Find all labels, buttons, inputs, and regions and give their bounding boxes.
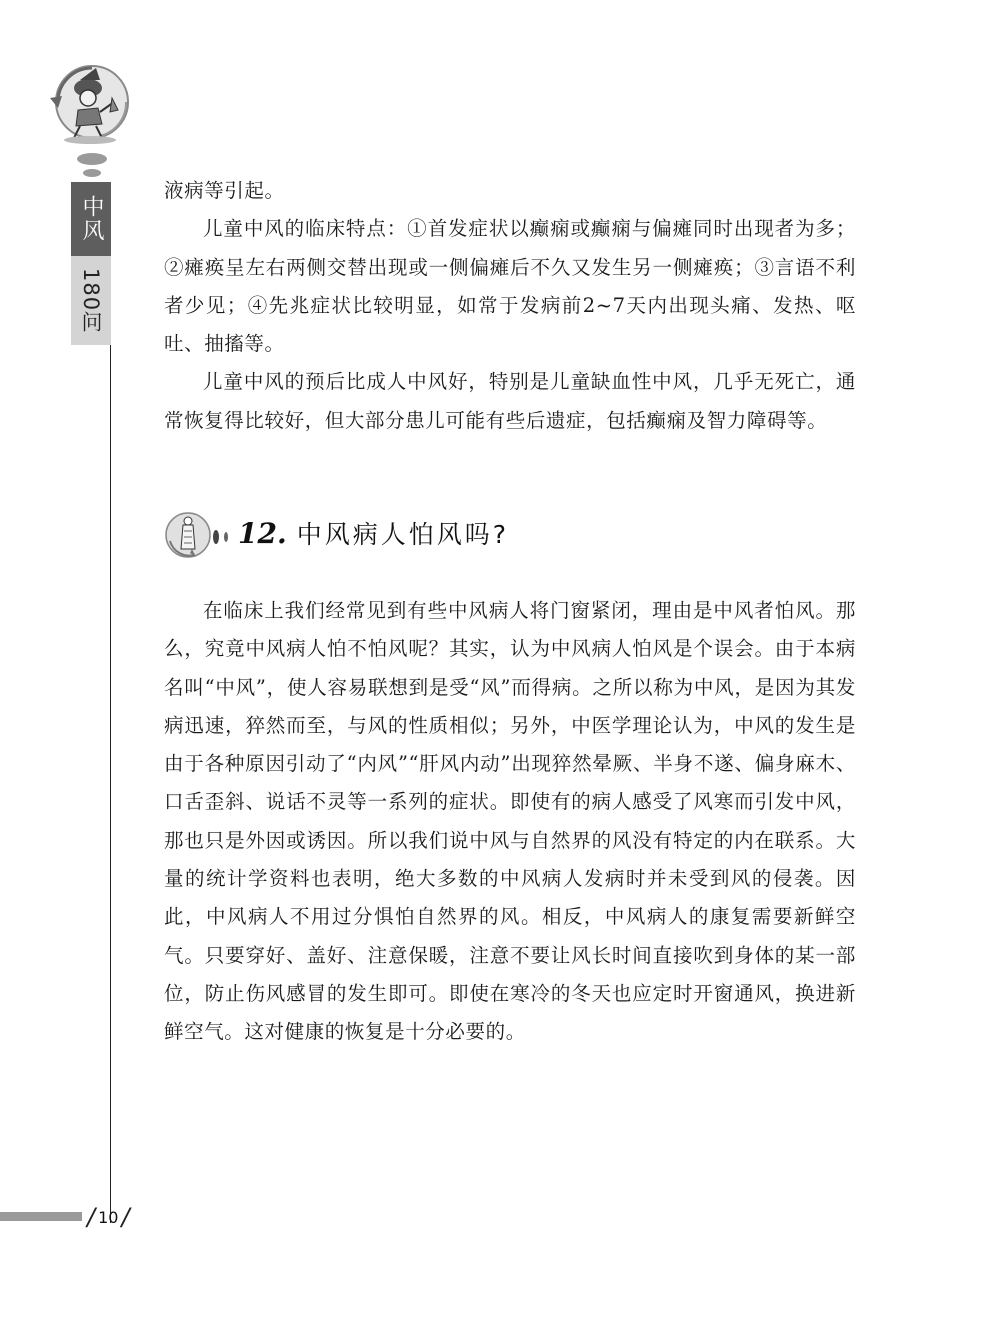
page-number: 10 — [98, 1207, 119, 1227]
margin-rule — [110, 345, 111, 1223]
mascot-logo-icon — [40, 58, 140, 178]
side-chapter-tab — [71, 182, 111, 345]
figure-badge-icon — [164, 507, 236, 563]
paragraph: 在临床上我们经常见到有些中风病人将门窗紧闭，理由是中风者怕风。那么，究竟中风病人怕不怕风呢？其实，认为中风病人怕风是个误会。由于本病名叫“中风”，使人容易联想到是受“风”而得病。之所以称为中风，是因为其发病迅速，猝然而至，与风的性质相似；另外，中医学理论认为，中风的发生是由于各种原因引动了“内风”“肝风内动”出现猝然晕厥、半身不遂、偏身麻木、口舌歪斜、说话不灵等一系列的症状。即使有的病人感受了风寒而引发中风，那也只是外因或诱因。所以我们说中风与自然界的风没有特定的内在联系。大量的统计学资料也表明，绝大多数的中风病人发病时并未受到风的侵袭。因此，中风病人不用过分惧怕自然界的风。相反，中风病人的康复需要新鲜空气。只要穿好、盖好、注意保暖，注意不要让风长时间直接吹到身体的某一部位，防止伤风感冒的发生即可。即使在寒冷的冬天也应定时开窗通风，换进新鲜空气。这对健康的恢复是十分必要的。 — [164, 599, 856, 1044]
question-title — [238, 515, 509, 551]
top-text-block — [164, 172, 856, 440]
page-number-block — [84, 1203, 133, 1231]
question-number: 12. — [238, 517, 287, 550]
question-heading — [164, 505, 856, 565]
question-text: 中风病人怕风吗? — [296, 520, 509, 549]
book-title: 中风 — [71, 182, 111, 256]
slash-decoration-icon: / — [121, 1203, 130, 1231]
answer-text-block — [164, 592, 856, 1052]
footer-bar — [0, 1212, 82, 1221]
slash-decoration-icon: / — [87, 1203, 96, 1231]
paragraph: 液病等引起。 — [164, 179, 285, 202]
paragraph: 儿童中风的临床特点：①首发症状以癫痫或癫痫与偏瘫同时出现者为多；②瘫痪呈左右两侧交替出现或一侧偏瘫后不久又发生另一侧瘫痪；③言语不利者少见；④先兆症状比较明显，如常于发病前2~7天内出现头痛、发热、呕吐、抽搐等。 — [164, 217, 856, 356]
paragraph: 儿童中风的预后比成人中风好，特别是儿童缺血性中风，几乎无死亡，通常恢复得比较好，但大部分患儿可能有些后遗症，包括癫痫及智力障碍等。 — [164, 370, 856, 432]
book-subtitle: 180问 — [79, 267, 103, 334]
